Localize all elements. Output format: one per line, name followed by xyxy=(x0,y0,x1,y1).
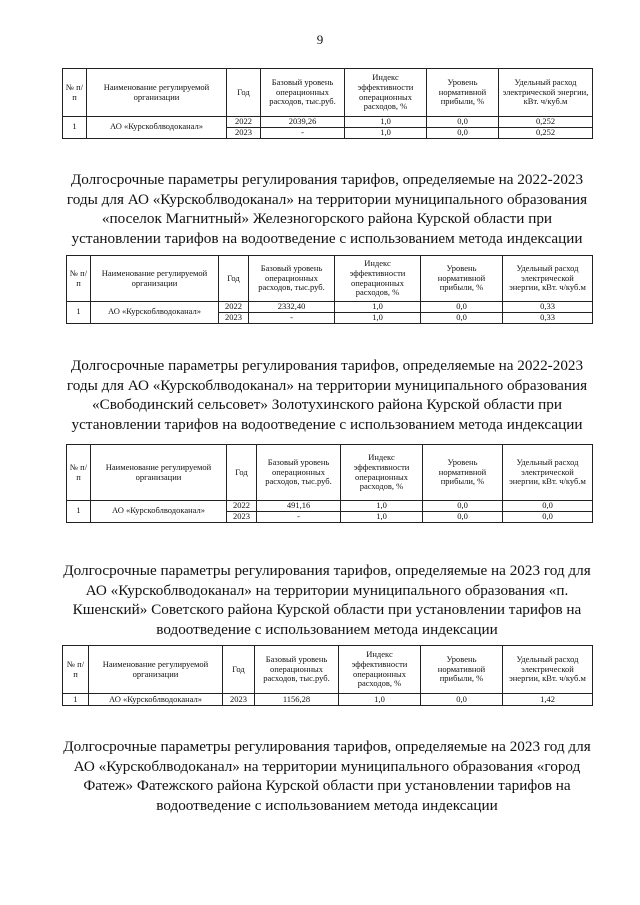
cell-profit: 0,0 xyxy=(423,501,503,512)
header-energy: Удельный расход электрической энергии, кВт. ч/куб.м xyxy=(503,256,593,302)
header-org: Наименование регулируемой организации xyxy=(89,646,223,694)
cell-index: 1,0 xyxy=(339,694,421,706)
header-num: № п/п xyxy=(63,69,87,117)
cell-base: 2039,26 xyxy=(261,117,345,128)
section-heading: Долгосрочные параметры регулирования тарифов, определяемые на 2023 год для АО «Курскоблводоканал» на территории муниципального образования «п. Кшенский» Советского района Курской области при установлении тарифов на водоотведение с использованием метода индексации xyxy=(63,562,591,638)
header-num: № п/п xyxy=(67,445,91,501)
cell-energy: 0,0 xyxy=(503,501,593,512)
header-index: Индекс эффективности операционных расходов, % xyxy=(335,256,421,302)
cell-base: - xyxy=(249,312,335,323)
header-base: Базовый уровень операционных расходов, тыс.руб. xyxy=(257,445,341,501)
tariff-table-1 xyxy=(62,68,593,139)
table-header-row xyxy=(63,69,593,117)
cell-base: 2332,40 xyxy=(249,302,335,313)
header-profit: Уровень нормативной прибыли, % xyxy=(421,256,503,302)
table-row xyxy=(67,501,593,512)
header-year: Год xyxy=(219,256,249,302)
cell-profit: 0,0 xyxy=(421,694,503,706)
cell-index: 1,0 xyxy=(335,302,421,313)
cell-year: 2023 xyxy=(219,312,249,323)
cell-profit: 0,0 xyxy=(421,312,503,323)
header-profit: Уровень нормативной прибыли, % xyxy=(427,69,499,117)
header-energy: Удельный расход электрической энергии, кВт. ч/куб.м xyxy=(503,646,593,694)
cell-org: АО «Курскоблводоканал» xyxy=(87,117,227,139)
table-row xyxy=(63,117,593,128)
table-header-row xyxy=(63,646,593,694)
cell-base: - xyxy=(257,511,341,522)
cell-profit: 0,0 xyxy=(423,511,503,522)
header-year: Год xyxy=(223,646,255,694)
header-base: Базовый уровень операционных расходов, тыс.руб. xyxy=(261,69,345,117)
section-heading: Долгосрочные параметры регулирования тарифов, определяемые на 2022-2023 годы для АО «Курскоблводоканал» на территории муниципального образования «поселок Магнитный» Железногорского района Курской области при установлении тарифов на водоотведение с использованием метода индексации xyxy=(66,171,588,247)
tariff-table-3 xyxy=(66,444,593,523)
tariff-table-4 xyxy=(62,645,593,706)
header-index: Индекс эффективности операционных расходов, % xyxy=(341,445,423,501)
header-num: № п/п xyxy=(67,256,91,302)
header-org: Наименование регулируемой организации xyxy=(91,256,219,302)
table-header-row xyxy=(67,256,593,302)
cell-energy: 1,42 xyxy=(503,694,593,706)
page-number: 9 xyxy=(316,32,324,47)
cell-base: - xyxy=(261,127,345,138)
section-heading: Долгосрочные параметры регулирования тарифов, определяемые на 2023 год для АО «Курскоблводоканал» на территории муниципального образования «город Фатеж» Фатежского района Курской области при установлении тарифов на водоотведение с использованием метода индексации xyxy=(63,738,591,814)
table-row xyxy=(63,694,593,706)
header-index: Индекс эффективности операционных расходов, % xyxy=(345,69,427,117)
header-index: Индекс эффективности операционных расходов, % xyxy=(339,646,421,694)
cell-year: 2022 xyxy=(227,117,261,128)
table-row xyxy=(67,302,593,313)
table-header-row xyxy=(67,445,593,501)
cell-index: 1,0 xyxy=(341,501,423,512)
cell-energy: 0,252 xyxy=(499,127,593,138)
cell-profit: 0,0 xyxy=(427,127,499,138)
cell-org: АО «Курскоблводоканал» xyxy=(89,694,223,706)
header-org: Наименование регулируемой организации xyxy=(91,445,227,501)
cell-org: АО «Курскоблводоканал» xyxy=(91,501,227,523)
cell-energy: 0,0 xyxy=(503,511,593,522)
cell-num: 1 xyxy=(63,694,89,706)
cell-year: 2022 xyxy=(227,501,257,512)
section-heading: Долгосрочные параметры регулирования тарифов, определяемые на 2022-2023 годы для АО «Курскоблводоканал» на территории муниципального образования «Свободинский сельсовет» Золотухинского района Курской области при установлении тарифов на водоотведение с использованием метода индексации xyxy=(66,357,588,433)
cell-index: 1,0 xyxy=(341,511,423,522)
cell-year: 2022 xyxy=(219,302,249,313)
cell-num: 1 xyxy=(67,302,91,324)
cell-energy: 0,33 xyxy=(503,302,593,313)
cell-year: 2023 xyxy=(223,694,255,706)
header-year: Год xyxy=(227,69,261,117)
cell-org: АО «Курскоблводоканал» xyxy=(91,302,219,324)
cell-energy: 0,252 xyxy=(499,117,593,128)
cell-index: 1,0 xyxy=(345,117,427,128)
header-num: № п/п xyxy=(63,646,89,694)
header-year: Год xyxy=(227,445,257,501)
cell-base: 1156,28 xyxy=(255,694,339,706)
cell-year: 2023 xyxy=(227,127,261,138)
header-org: Наименование регулируемой организации xyxy=(87,69,227,117)
cell-base: 491,16 xyxy=(257,501,341,512)
cell-profit: 0,0 xyxy=(427,117,499,128)
cell-num: 1 xyxy=(67,501,91,523)
header-profit: Уровень нормативной прибыли, % xyxy=(423,445,503,501)
cell-num: 1 xyxy=(63,117,87,139)
header-base: Базовый уровень операционных расходов, тыс.руб. xyxy=(255,646,339,694)
cell-index: 1,0 xyxy=(335,312,421,323)
tariff-table-2 xyxy=(66,255,593,324)
header-energy: Удельный расход электрической энергии, кВт. ч/куб.м xyxy=(499,69,593,117)
cell-year: 2023 xyxy=(227,511,257,522)
header-base: Базовый уровень операционных расходов, тыс.руб. xyxy=(249,256,335,302)
header-energy: Удельный расход электрической энергии, кВт. ч/куб.м xyxy=(503,445,593,501)
cell-index: 1,0 xyxy=(345,127,427,138)
header-profit: Уровень нормативной прибыли, % xyxy=(421,646,503,694)
cell-profit: 0,0 xyxy=(421,302,503,313)
cell-energy: 0,33 xyxy=(503,312,593,323)
